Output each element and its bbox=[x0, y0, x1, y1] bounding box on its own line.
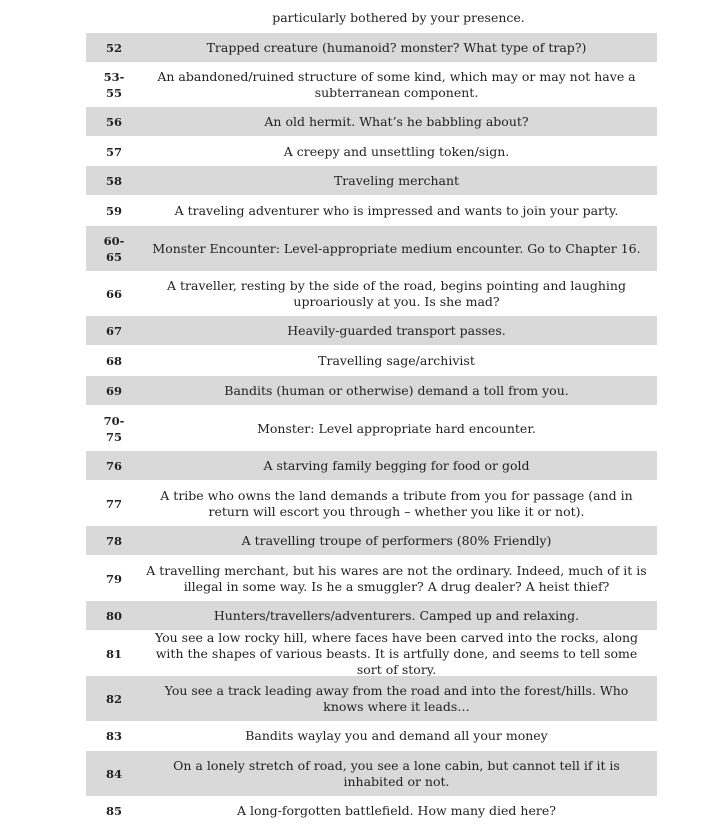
roll-number: 53- 55 bbox=[103, 69, 125, 100]
encounter-description: A traveling adventurer who is impressed and wants to join your party. bbox=[174, 202, 619, 218]
roll-number: 56 bbox=[105, 114, 122, 129]
roll-number: 83 bbox=[105, 728, 122, 743]
encounter-description: Traveling merchant bbox=[333, 172, 460, 188]
encounter-description: Trapped creature (humanoid? monster? What type of trap?) bbox=[206, 39, 587, 55]
encounter-description: Monster: Level appropriate hard encounter. bbox=[257, 420, 536, 436]
roll-number: 81 bbox=[105, 646, 122, 661]
table-row bbox=[86, 316, 657, 345]
table-row bbox=[86, 796, 657, 825]
encounter-description: A traveller, resting by the side of the road, begins pointing and laughing uproariously at you. Is she mad? bbox=[167, 277, 626, 309]
roll-number: 76 bbox=[105, 458, 122, 473]
encounter-description: A starving family begging for food or gold bbox=[263, 457, 530, 473]
table-row bbox=[86, 526, 657, 555]
table-row bbox=[86, 751, 657, 796]
encounter-description: A tribe who owns the land demands a tribute from you for passage (and in return will escort you through – whether you like it or not). bbox=[160, 487, 633, 519]
roll-number: 60- 65 bbox=[103, 233, 125, 264]
roll-number: 69 bbox=[105, 383, 122, 398]
table-row bbox=[86, 376, 657, 405]
roll-number: 66 bbox=[105, 286, 122, 301]
roll-number: 70- 75 bbox=[103, 413, 125, 444]
table-row bbox=[86, 271, 657, 316]
encounter-description: A long-forgotten battlefield. How many died here? bbox=[237, 802, 556, 818]
encounter-description: Travelling sage/archivist bbox=[318, 352, 475, 368]
roll-number: 82 bbox=[105, 691, 122, 706]
roll-number: 77 bbox=[105, 496, 122, 511]
table-row bbox=[86, 481, 657, 526]
encounter-description: Hunters/travellers/adventurers. Camped up and relaxing. bbox=[213, 607, 580, 623]
encounter-description: Bandits (human or otherwise) demand a toll from you. bbox=[224, 382, 569, 398]
roll-number: 80 bbox=[105, 608, 122, 623]
roll-number: 58 bbox=[105, 173, 122, 188]
table-row bbox=[86, 166, 657, 195]
encounter-description: On a lonely stretch of road, you see a lone cabin, but cannot tell if it is inhabited or not. bbox=[173, 757, 620, 789]
roll-number: 67 bbox=[105, 323, 122, 338]
table-row bbox=[86, 601, 657, 630]
roll-number: 79 bbox=[105, 571, 122, 586]
table-row bbox=[86, 406, 657, 451]
roll-number: 52 bbox=[105, 40, 122, 55]
encounter-description: An old hermit. What’s he babbling about? bbox=[264, 113, 529, 129]
table-row bbox=[86, 62, 657, 107]
roll-number: 85 bbox=[105, 803, 122, 818]
table-row bbox=[86, 33, 657, 62]
table-row bbox=[86, 721, 657, 750]
roll-number: 84 bbox=[105, 766, 122, 781]
roll-number: 59 bbox=[105, 203, 122, 218]
table-row bbox=[86, 137, 657, 166]
encounter-description: Heavily-guarded transport passes. bbox=[287, 322, 506, 338]
roll-number: 57 bbox=[105, 144, 122, 159]
encounter-description: A travelling merchant, but his wares are not the ordinary. Indeed, much of it is illegal in some way. Is he a smuggler? A drug dealer? A heist thief? bbox=[146, 562, 647, 594]
encounter-description: A creepy and unsettling token/sign. bbox=[283, 143, 510, 159]
table-row bbox=[86, 676, 657, 721]
encounter-description: An abandoned/ruined structure of some kind, which may or may not have a subterranean component. bbox=[157, 68, 636, 100]
encounter-description: You see a track leading away from the road and into the forest/hills. Who knows where it leads… bbox=[164, 682, 629, 714]
table-row bbox=[86, 196, 657, 225]
encounter-description: You see a low rocky hill, where faces have been carved into the rocks, along with the shapes of various beasts. It is artfully done, and seems to tell some sort of story. bbox=[154, 629, 639, 677]
encounter-description: Bandits waylay you and demand all your money bbox=[245, 727, 548, 743]
table-row bbox=[86, 556, 657, 601]
table-row bbox=[86, 346, 657, 375]
roll-number: 78 bbox=[105, 533, 122, 548]
roll-number: 68 bbox=[105, 353, 122, 368]
table-row bbox=[86, 107, 657, 136]
encounter-description: Monster Encounter: Level-appropriate medium encounter. Go to Chapter 16. bbox=[152, 240, 641, 256]
continuation-text: particularly bothered by your presence. bbox=[272, 10, 525, 25]
table-row bbox=[86, 226, 657, 271]
table-row bbox=[86, 631, 657, 676]
encounter-description: A travelling troupe of performers (80% Friendly) bbox=[241, 532, 552, 548]
table-row bbox=[86, 451, 657, 480]
